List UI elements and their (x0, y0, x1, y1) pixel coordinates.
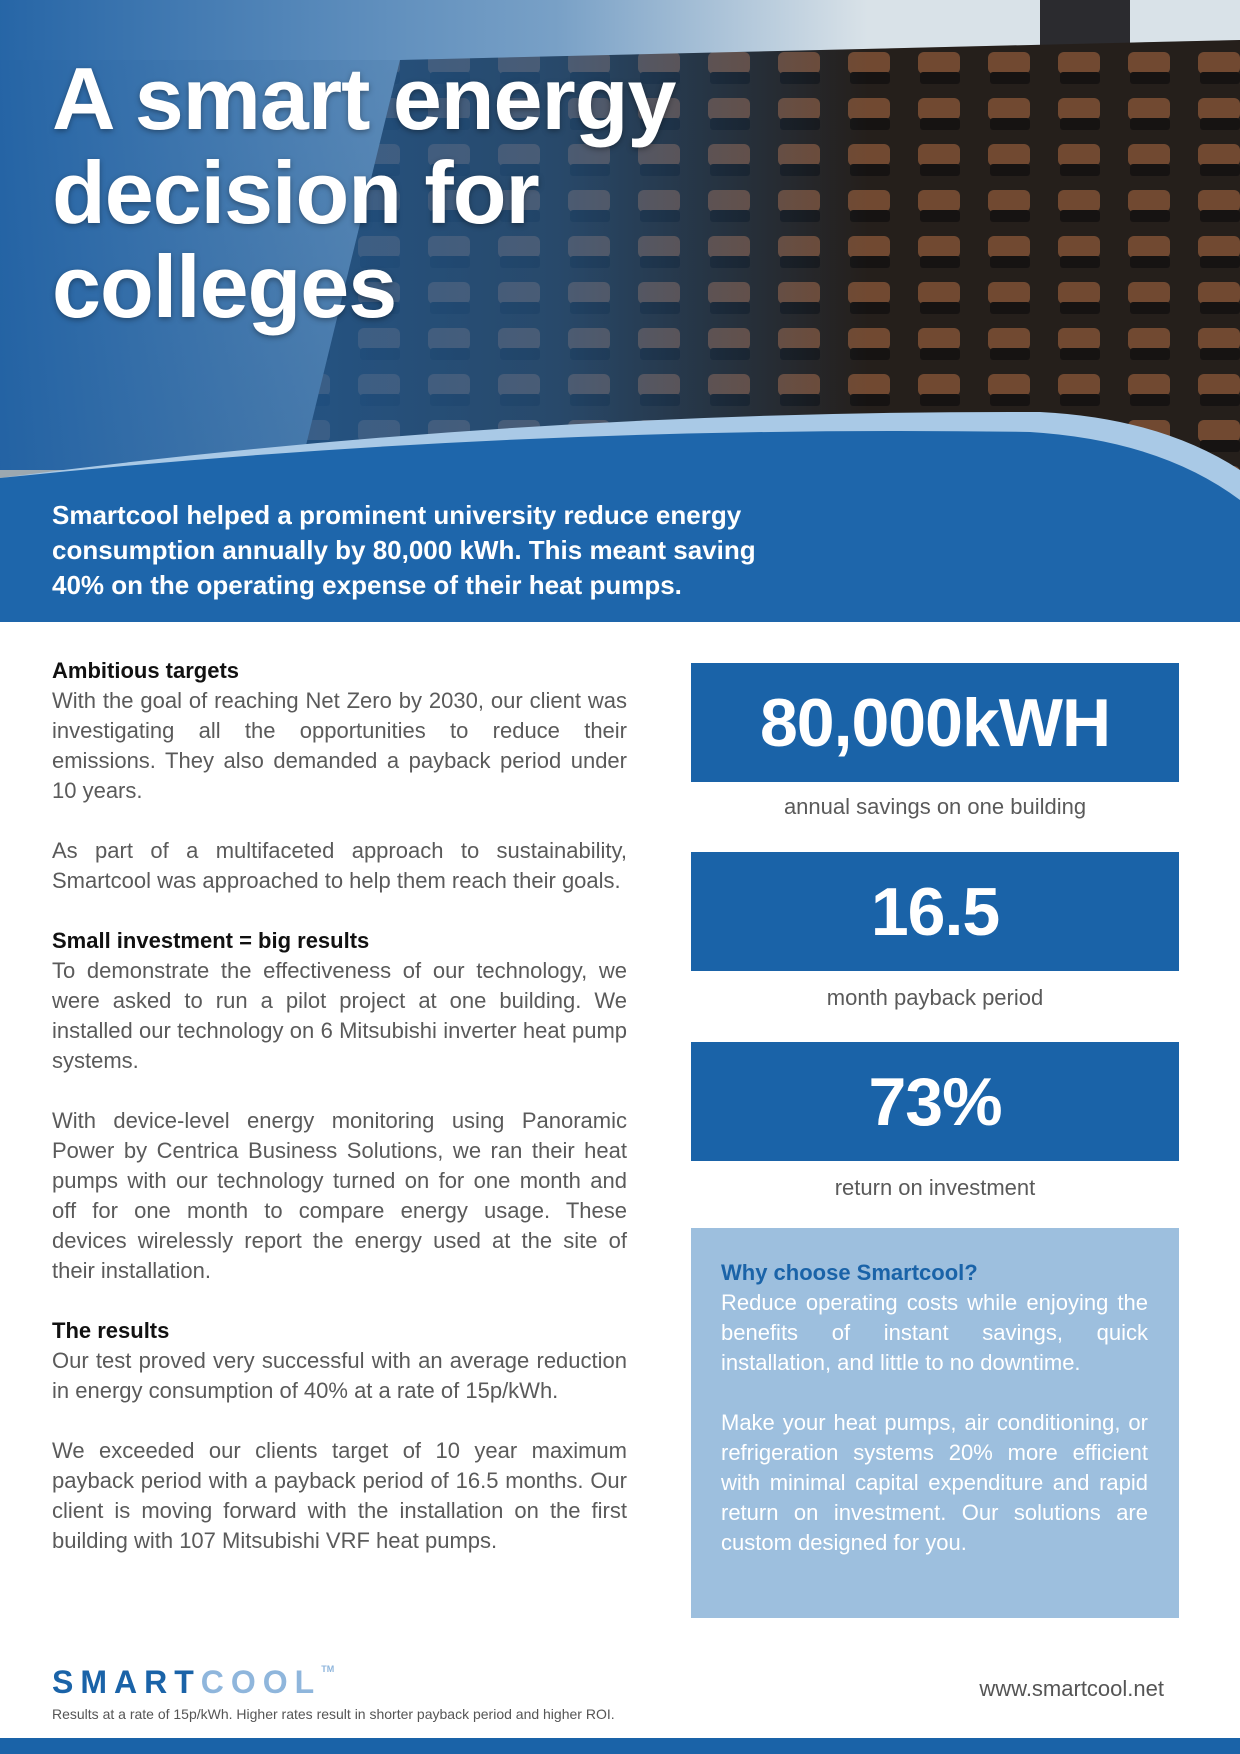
case-study-body (52, 656, 627, 1586)
stat-caption-roi: return on investment (834, 1175, 1036, 1200)
section-heading-small-investment: Small investment = big results (52, 928, 370, 953)
section-paragraph: As part of a multifaceted approach to sustainability, Smartcool was approached to help them reach their goals. (52, 838, 627, 893)
stat-payback-period: 16.5 (691, 852, 1179, 971)
smartcool-logo (52, 1664, 334, 1701)
website-link[interactable]: www.smartcool.net (979, 1676, 1164, 1701)
title-line-3: colleges (52, 237, 397, 336)
why-paragraph: Reduce operating costs while enjoying the benefits of instant savings, quick installation, and little to no downtime. (721, 1290, 1148, 1375)
stat-caption-payback-period: month payback period (826, 985, 1044, 1010)
logo-text-cool: COOL (200, 1664, 322, 1700)
footnote: Results at a rate of 15p/kWh. Higher rates result in shorter payback period and higher ROI. (52, 1706, 615, 1722)
section-heading-ambitious-targets: Ambitious targets (52, 658, 240, 683)
bottom-bar (0, 1738, 1240, 1754)
page-title (52, 49, 812, 336)
section-heading-results: The results (52, 1318, 170, 1343)
why-paragraph: Make your heat pumps, air conditioning, or refrigeration systems 20% more efficient with minimal capital expenditure and rapid return on investment. Our solutions are custom designed for you. (721, 1410, 1148, 1555)
logo-trademark: TM (321, 1664, 335, 1674)
section-paragraph: To demonstrate the effectiveness of our technology, we were asked to run a pilot project at one building. We installed our technology on 6 Mitsubishi inverter heat pump systems. (52, 958, 627, 1073)
lead-statement: Smartcool helped a prominent university reduce energy consumption annually by 80,000 kWh. This meant saving 40% on the operating expense of their heat pumps. (52, 500, 756, 600)
title-line-2: decision for (52, 143, 539, 242)
hero-banner (0, 0, 1240, 622)
stat-caption-annual-savings: annual savings on one building (783, 794, 1087, 819)
why-choose-box (691, 1228, 1179, 1618)
logo-text-smart: SMART (52, 1664, 201, 1700)
section-paragraph: With device-level energy monitoring using Panoramic Power by Centrica Business Solutions, we ran their heat pumps with our technology turned on for one month and off for one month to compare energy usage. These devices wirelessly report the energy used at the site of their installation. (52, 1108, 627, 1283)
stat-roi: 73% (691, 1042, 1179, 1161)
title-line-1: A smart energy (52, 49, 676, 148)
why-heading: Why choose Smartcool? (721, 1260, 978, 1285)
stat-annual-savings: 80,000kWH (691, 663, 1179, 782)
section-paragraph: We exceeded our clients target of 10 year maximum payback period with a payback period of 16.5 months. Our client is moving forward with the installation on the first building with 107 Mitsubishi VRF heat pumps. (52, 1438, 627, 1553)
section-paragraph: With the goal of reaching Net Zero by 2030, our client was investigating all the opportunities to reduce their emissions. They also demanded a payback period under 10 years. (52, 688, 627, 803)
section-paragraph: Our test proved very successful with an average reduction in energy consumption of 40% at a rate of 15p/kWh. (52, 1348, 627, 1403)
